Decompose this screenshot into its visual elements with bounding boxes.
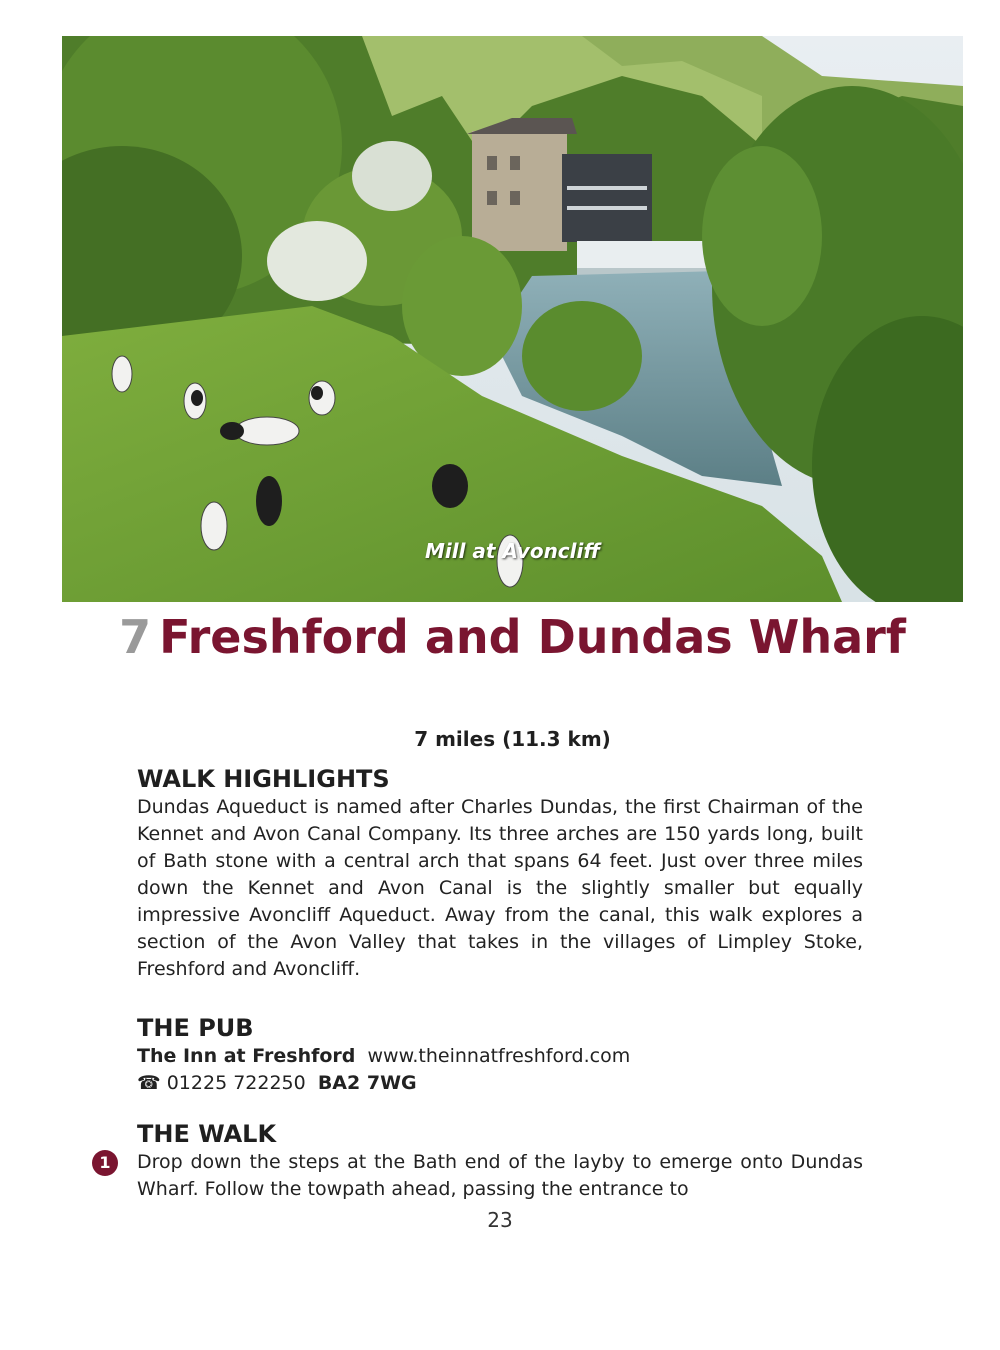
walk-number: 7	[119, 610, 152, 664]
pub-postcode: BA2 7WG	[317, 1072, 417, 1094]
the-walk-section	[99, 1119, 863, 1203]
photo	[62, 36, 963, 602]
pub-name: The Inn at Freshford	[137, 1045, 356, 1067]
walk-title	[62, 610, 963, 664]
pub-section	[137, 1013, 863, 1097]
walk-highlights-text: Dundas Aqueduct is named after Charles Dundas, the first Chairman of the Kennet and Avon Canal Company. Its three arches are 150 yards long, built of Bath stone with a central arch that spans 64 feet. Just over three miles down the Kennet and Avon Canal is the slightly smaller but equally impressive Avoncliff Aqueduct. Away from the canal, this walk explores a section of the Avon Valley that takes in the villages of Limpley Stoke, Freshford and Avoncliff.	[137, 796, 863, 980]
walk-title-text: Freshford and Dundas Wharf	[159, 610, 906, 664]
photo-caption: Mill at Avoncliff	[424, 539, 601, 563]
landscape-photo-icon	[62, 36, 963, 602]
walk-distance: 7 miles (11.3 km)	[414, 727, 611, 751]
walk-highlights-heading: WALK HIGHLIGHTS	[137, 765, 390, 793]
pub-heading: THE PUB	[137, 1014, 254, 1042]
pub-contact-line	[137, 1070, 863, 1097]
walk-step-text: Drop down the steps at the Bath end of the layby to emerge onto Dundas Wharf. Follow the towpath ahead, passing the entrance to	[137, 1151, 863, 1200]
pub-name-line	[137, 1043, 863, 1070]
the-walk-heading: THE WALK	[137, 1120, 277, 1148]
walk-step	[99, 1149, 863, 1203]
pub-website: www.theinnatfreshford.com	[367, 1045, 631, 1067]
walk-highlights-section	[137, 764, 863, 983]
phone-icon: ☎	[137, 1072, 161, 1094]
step-number-badge: 1	[92, 1150, 118, 1176]
page-content	[99, 764, 863, 1203]
page-number: 23	[487, 1208, 513, 1232]
pub-phone: 01225 722250	[166, 1072, 306, 1094]
